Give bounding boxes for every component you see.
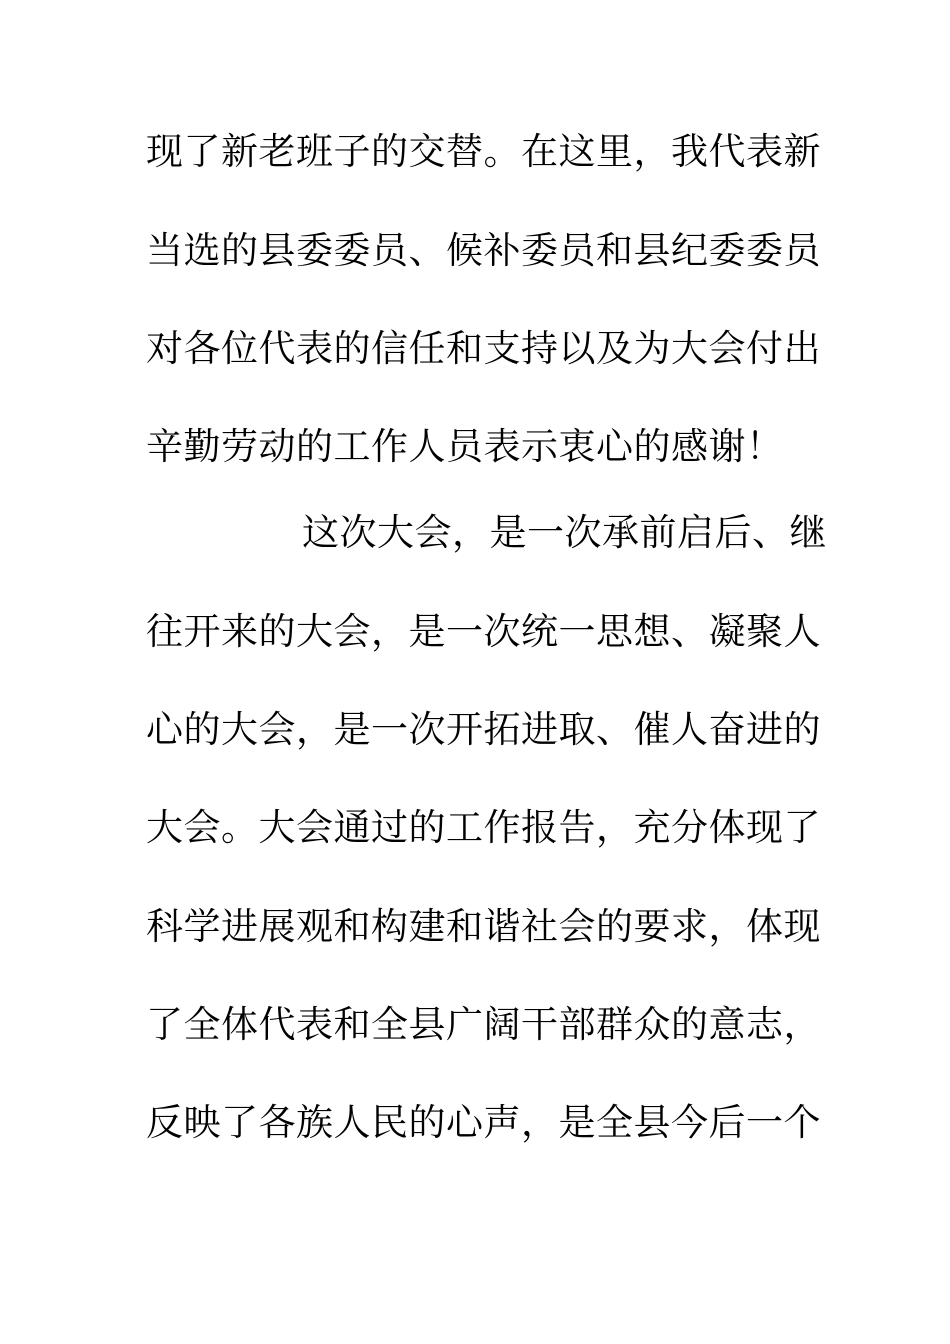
text-line: 当选的县委委员、候补委员和县纪委委员 <box>146 229 821 272</box>
text-line: 对各位代表的信任和支持以及为大会付出 <box>146 327 821 370</box>
text-line: 心的大会，是一次开拓进取、催人奋进的 <box>146 708 821 751</box>
text-line: 辛勤劳动的工作人员表示衷心的感谢！ <box>146 425 784 468</box>
text-line: 往开来的大会，是一次统一思想、凝聚人 <box>146 610 821 653</box>
text-line: 了全体代表和全县广阔干部群众的意志， <box>146 1003 821 1046</box>
text-line: 现了新老班子的交替。在这里，我代表新 <box>146 130 821 173</box>
text-line: 反映了各族人民的心声，是全县今后一个 <box>146 1101 821 1144</box>
text-line: 科学进展观和构建和谐社会的要求，体现 <box>146 905 821 948</box>
paragraph-start-line: 这次大会，是一次承前启后、继 <box>302 511 827 554</box>
text-line: 大会。大会通过的工作报告，充分体现了 <box>146 806 821 849</box>
